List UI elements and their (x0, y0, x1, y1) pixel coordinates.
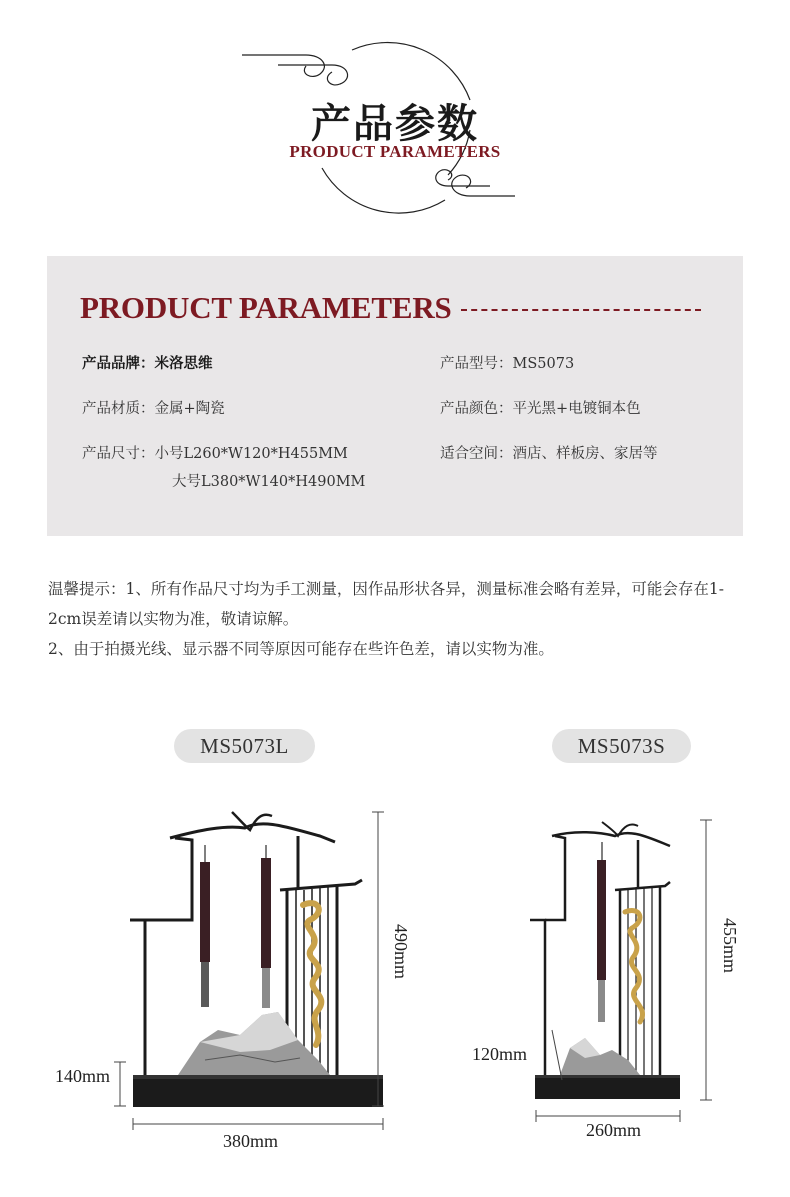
param-size-small: 小号L260*W120*H455MM (154, 446, 348, 462)
param-brand-label: 产品品牌： (82, 355, 155, 372)
param-model-label: 产品型号： (440, 356, 513, 372)
large-width-label: 380mm (223, 1131, 279, 1151)
panel-title: PRODUCT PARAMETERS (80, 290, 452, 325)
param-color-label: 产品颜色： (440, 401, 513, 417)
notice-line-1: 温馨提示：1、所有作品尺寸均为手工测量，因作品形状各异，测量标准会略有差异，可能会存在1-2cm误差请以实物为准，敬请谅解。 (48, 580, 724, 628)
large-depth-label: 140mm (55, 1066, 111, 1086)
param-model-value: MS5073 (512, 356, 575, 372)
param-space-value: 酒店、样板房、家居等 (512, 446, 658, 462)
param-space-label: 适合空间： (440, 446, 513, 462)
large-height-label: 490mm (391, 924, 411, 980)
param-material-label: 产品材质： (82, 401, 155, 417)
section-title-cn: 产品参数 (311, 100, 479, 147)
small-depth-label: 120mm (472, 1044, 528, 1064)
small-width-label: 260mm (586, 1120, 642, 1140)
param-size-large: 大号L380*W140*H490MM (172, 474, 366, 490)
param-size-label: 产品尺寸： (82, 446, 155, 462)
model-label-small: MS5073S (552, 729, 691, 763)
model-label-large: MS5073L (174, 729, 315, 763)
notice-line-2: 2、由于拍摄光线、显示器不同等原因可能存在些许色差，请以实物为准。 (48, 640, 554, 658)
small-height-label: 455mm (720, 918, 740, 974)
section-title-en: PRODUCT PARAMETERS (289, 142, 501, 161)
param-material-value: 金属+陶瓷 (154, 401, 225, 417)
product-large-image (130, 812, 383, 1107)
param-brand-value: 米洛思维 (154, 355, 213, 372)
param-color-value: 平光黑+电镀铜本色 (512, 401, 641, 417)
product-small-image (530, 822, 680, 1099)
